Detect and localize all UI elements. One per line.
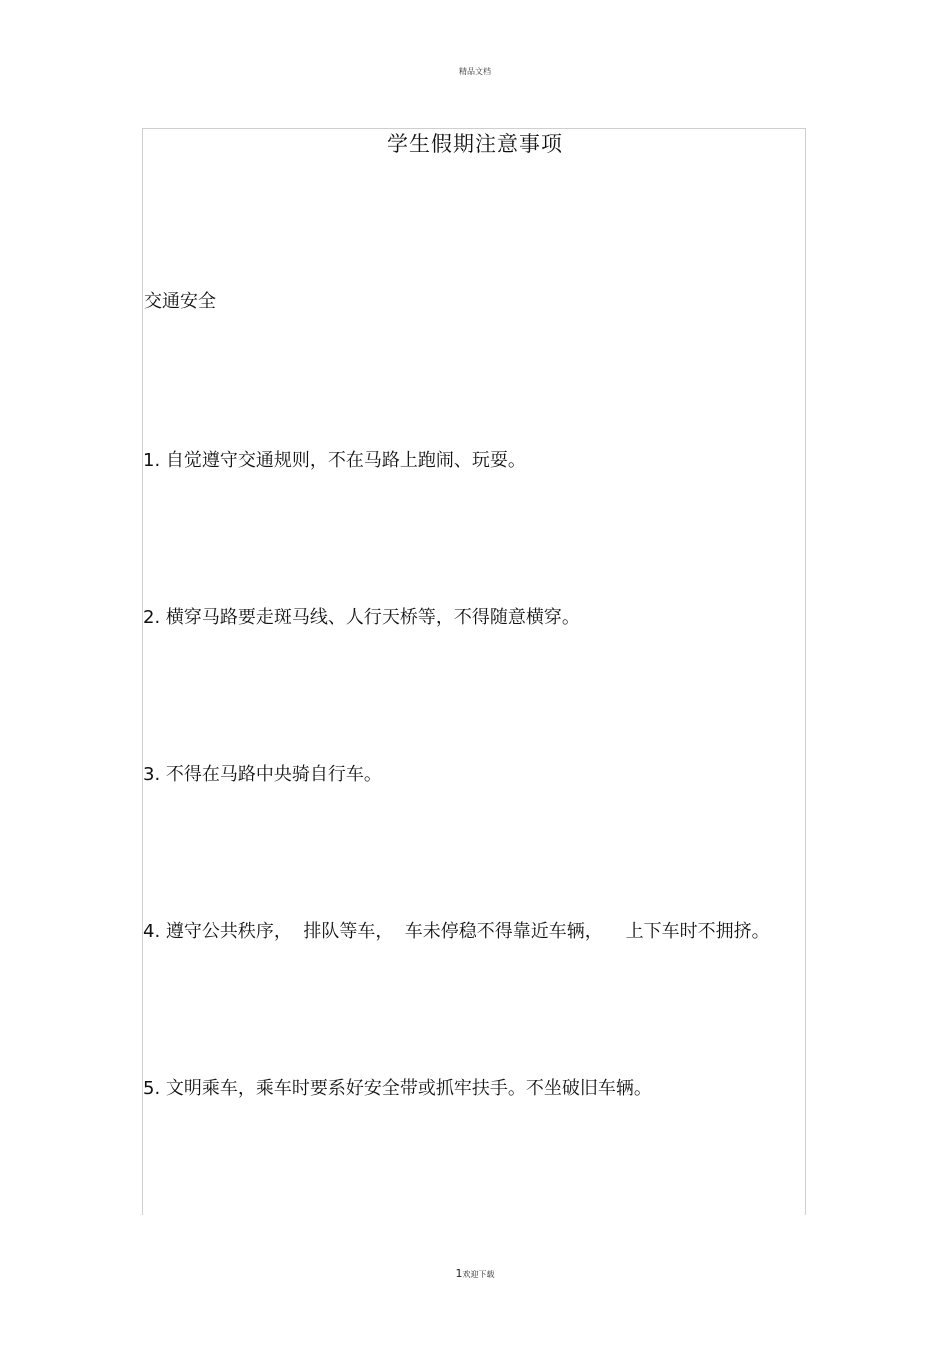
- list-item-1: 1. 自觉遵守交通规则，不在马路上跑闹、玩耍。: [143, 450, 526, 471]
- footer-label: 欢迎下载: [462, 1270, 495, 1279]
- page-footer: [0, 1262, 950, 1281]
- content-frame: [142, 128, 806, 1215]
- document-title: 学生假期注意事项: [387, 132, 563, 156]
- list-item-5: 5. 文明乘车，乘车时要系好安全带或抓牢扶手。不坐破旧车辆。: [143, 1078, 652, 1099]
- section-heading-traffic-safety: 交通安全: [144, 291, 216, 312]
- page-number: 1: [455, 1267, 463, 1280]
- page-header-label: 精品文档: [459, 67, 491, 76]
- list-item-3: 3. 不得在马路中央骑自行车。: [143, 764, 382, 785]
- list-item-2: 2. 横穿马路要走斑马线、人行天桥等，不得随意横穿。: [143, 607, 580, 628]
- list-item-4: 4. 遵守公共秩序， 排队等车， 车未停稳不得靠近车辆， 上下车时不拥挤。: [143, 921, 770, 942]
